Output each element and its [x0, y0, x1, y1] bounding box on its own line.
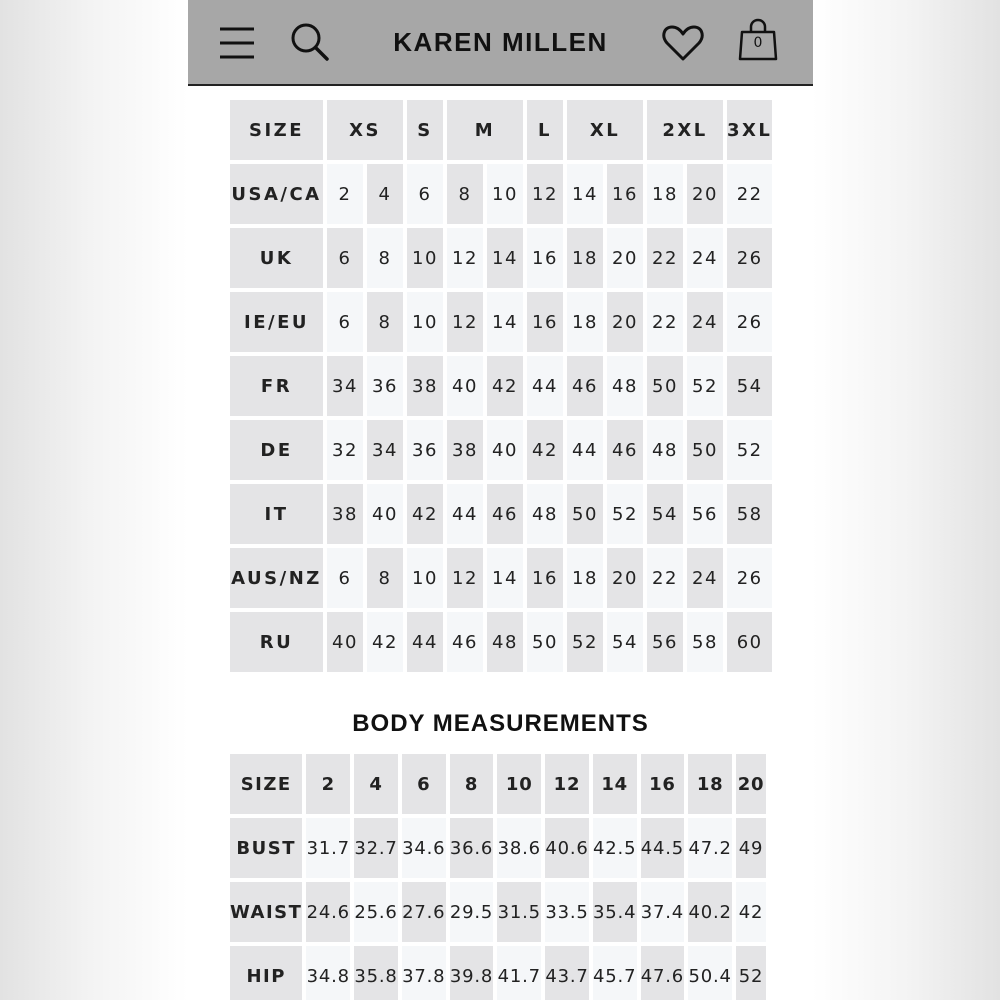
table-cell: 22	[727, 164, 772, 224]
table-cell: 22	[647, 548, 683, 608]
table-cell: 24	[687, 292, 723, 352]
table-row	[230, 420, 772, 480]
table-cell: 16	[527, 228, 563, 288]
body-measurements-title: BODY MEASUREMENTS	[352, 710, 649, 737]
table-cell: 14	[487, 292, 523, 352]
table-cell: 44	[447, 484, 483, 544]
table-cell: 20	[687, 164, 723, 224]
table-cell: 46	[607, 420, 643, 480]
table-cell: 24.6	[306, 882, 350, 942]
row-label: AUS/NZ	[230, 548, 323, 608]
table-cell: 10	[407, 548, 443, 608]
table-cell: 38.6	[497, 818, 541, 878]
table-cell: 14	[487, 548, 523, 608]
table-cell: 20	[607, 548, 643, 608]
size-header: 12	[545, 754, 589, 814]
table-cell: 48	[527, 484, 563, 544]
table-cell: 34	[327, 356, 363, 416]
table-cell: 36	[367, 356, 403, 416]
table-row	[230, 484, 772, 544]
size-header: 18	[688, 754, 732, 814]
body-measurements-scroll[interactable]	[230, 750, 774, 1000]
table-cell: 47.2	[688, 818, 732, 878]
size-group-header: M	[447, 100, 523, 160]
table-cell: 24	[687, 548, 723, 608]
table-cell: 48	[607, 356, 643, 416]
table-cell: 22	[647, 292, 683, 352]
table-cell: 34	[367, 420, 403, 480]
table-cell: 6	[327, 548, 363, 608]
table-cell: 44	[567, 420, 603, 480]
table-cell: 50	[567, 484, 603, 544]
table-cell: 12	[447, 228, 483, 288]
table-cell: 44.5	[641, 818, 685, 878]
table-cell: 27.6	[402, 882, 446, 942]
table-cell: 36.6	[450, 818, 494, 878]
table-row	[230, 228, 772, 288]
table-row	[230, 882, 766, 942]
table-cell: 45.7	[593, 946, 637, 1000]
table-header-row	[230, 100, 772, 160]
table-cell: 10	[407, 292, 443, 352]
table-cell: 31.5	[497, 882, 541, 942]
table-cell: 41.7	[497, 946, 541, 1000]
table-cell: 16	[527, 292, 563, 352]
table-cell: 38	[407, 356, 443, 416]
row-label: IE/EU	[230, 292, 323, 352]
table-cell: 10	[487, 164, 523, 224]
table-cell: 34.6	[402, 818, 446, 878]
table-cell: 54	[727, 356, 772, 416]
table-cell: 37.8	[402, 946, 446, 1000]
table-cell: 46	[447, 612, 483, 672]
size-header: 6	[402, 754, 446, 814]
table-cell: 36	[407, 420, 443, 480]
table-cell: 33.5	[545, 882, 589, 942]
row-label: FR	[230, 356, 323, 416]
table-cell: 35.8	[354, 946, 398, 1000]
table-cell: 6	[327, 292, 363, 352]
table-row	[230, 548, 772, 608]
table-row	[230, 356, 772, 416]
size-header: 20	[736, 754, 766, 814]
size-header: 2	[306, 754, 350, 814]
table-cell: 32	[327, 420, 363, 480]
table-cell: 44	[527, 356, 563, 416]
table-cell: 52	[727, 420, 772, 480]
table-cell: 39.8	[450, 946, 494, 1000]
bag-count: 0	[753, 35, 763, 51]
table-cell: 40	[367, 484, 403, 544]
size-group-header: S	[407, 100, 443, 160]
table-cell: 35.4	[593, 882, 637, 942]
table-cell: 54	[607, 612, 643, 672]
table-cell: 50	[687, 420, 723, 480]
table-cell: 24	[687, 228, 723, 288]
table-cell: 48	[487, 612, 523, 672]
table-cell: 60	[727, 612, 772, 672]
table-cell: 22	[647, 228, 683, 288]
size-header: 16	[641, 754, 685, 814]
table-cell: 42	[407, 484, 443, 544]
table-cell: 49	[736, 818, 766, 878]
table-cell: 50	[527, 612, 563, 672]
body-measurements-table	[230, 750, 770, 1000]
size-group-header: XS	[327, 100, 403, 160]
table-cell: 42	[736, 882, 766, 942]
table-cell: 58	[687, 612, 723, 672]
corner-label: SIZE	[230, 100, 323, 160]
size-group-header: XL	[567, 100, 643, 160]
size-group-header: 2XL	[647, 100, 723, 160]
size-header: 14	[593, 754, 637, 814]
table-cell: 2	[327, 164, 363, 224]
table-cell: 50	[647, 356, 683, 416]
table-row	[230, 818, 766, 878]
size-header: 8	[450, 754, 494, 814]
table-cell: 26	[727, 548, 772, 608]
table-cell: 16	[527, 548, 563, 608]
size-conversion-table	[226, 96, 776, 676]
size-group-header: L	[527, 100, 563, 160]
corner-label: SIZE	[230, 754, 302, 814]
row-label: HIP	[230, 946, 302, 1000]
table-cell: 8	[367, 292, 403, 352]
table-cell: 52	[607, 484, 643, 544]
row-label: WAIST	[230, 882, 302, 942]
table-cell: 12	[527, 164, 563, 224]
brand-logo[interactable]: KAREN MILLEN	[393, 27, 608, 57]
table-cell: 54	[647, 484, 683, 544]
table-row	[230, 292, 772, 352]
table-row	[230, 612, 772, 672]
table-row	[230, 946, 766, 1000]
table-cell: 47.6	[641, 946, 685, 1000]
table-cell: 10	[407, 228, 443, 288]
table-cell: 58	[727, 484, 772, 544]
row-label: UK	[230, 228, 323, 288]
site-header	[188, 0, 813, 86]
table-cell: 26	[727, 228, 772, 288]
table-cell: 6	[327, 228, 363, 288]
table-cell: 52	[567, 612, 603, 672]
table-cell: 48	[647, 420, 683, 480]
table-cell: 18	[567, 228, 603, 288]
table-cell: 8	[447, 164, 483, 224]
table-header-row	[230, 754, 766, 814]
table-cell: 6	[407, 164, 443, 224]
table-cell: 44	[407, 612, 443, 672]
table-cell: 42	[487, 356, 523, 416]
table-cell: 46	[487, 484, 523, 544]
heart-icon[interactable]	[662, 24, 704, 62]
table-cell: 38	[327, 484, 363, 544]
table-cell: 40	[327, 612, 363, 672]
table-cell: 18	[567, 292, 603, 352]
table-cell: 14	[487, 228, 523, 288]
table-cell: 32.7	[354, 818, 398, 878]
table-cell: 18	[647, 164, 683, 224]
table-cell: 34.8	[306, 946, 350, 1000]
table-cell: 12	[447, 292, 483, 352]
table-cell: 20	[607, 292, 643, 352]
table-cell: 25.6	[354, 882, 398, 942]
table-cell: 42	[527, 420, 563, 480]
table-cell: 20	[607, 228, 643, 288]
size-header: 4	[354, 754, 398, 814]
table-cell: 43.7	[545, 946, 589, 1000]
table-cell: 12	[447, 548, 483, 608]
row-label: DE	[230, 420, 323, 480]
table-cell: 40.6	[545, 818, 589, 878]
table-cell: 42	[367, 612, 403, 672]
table-cell: 8	[367, 548, 403, 608]
table-cell: 56	[687, 484, 723, 544]
table-cell: 50.4	[688, 946, 732, 1000]
table-row	[230, 164, 772, 224]
mobile-page	[188, 0, 813, 1000]
table-cell: 40.2	[688, 882, 732, 942]
table-cell: 31.7	[306, 818, 350, 878]
table-cell: 16	[607, 164, 643, 224]
table-cell: 38	[447, 420, 483, 480]
bag-button[interactable]	[738, 18, 778, 62]
table-cell: 42.5	[593, 818, 637, 878]
size-group-header: 3XL	[727, 100, 772, 160]
table-cell: 46	[567, 356, 603, 416]
row-label: RU	[230, 612, 323, 672]
table-cell: 26	[727, 292, 772, 352]
table-cell: 40	[487, 420, 523, 480]
table-cell: 8	[367, 228, 403, 288]
row-label: IT	[230, 484, 323, 544]
size-header: 10	[497, 754, 541, 814]
row-label: BUST	[230, 818, 302, 878]
row-label: USA/CA	[230, 164, 323, 224]
table-cell: 18	[567, 548, 603, 608]
table-cell: 14	[567, 164, 603, 224]
table-cell: 40	[447, 356, 483, 416]
table-cell: 37.4	[641, 882, 685, 942]
table-cell: 56	[647, 612, 683, 672]
table-cell: 4	[367, 164, 403, 224]
table-cell: 29.5	[450, 882, 494, 942]
table-cell: 52	[736, 946, 766, 1000]
table-cell: 52	[687, 356, 723, 416]
